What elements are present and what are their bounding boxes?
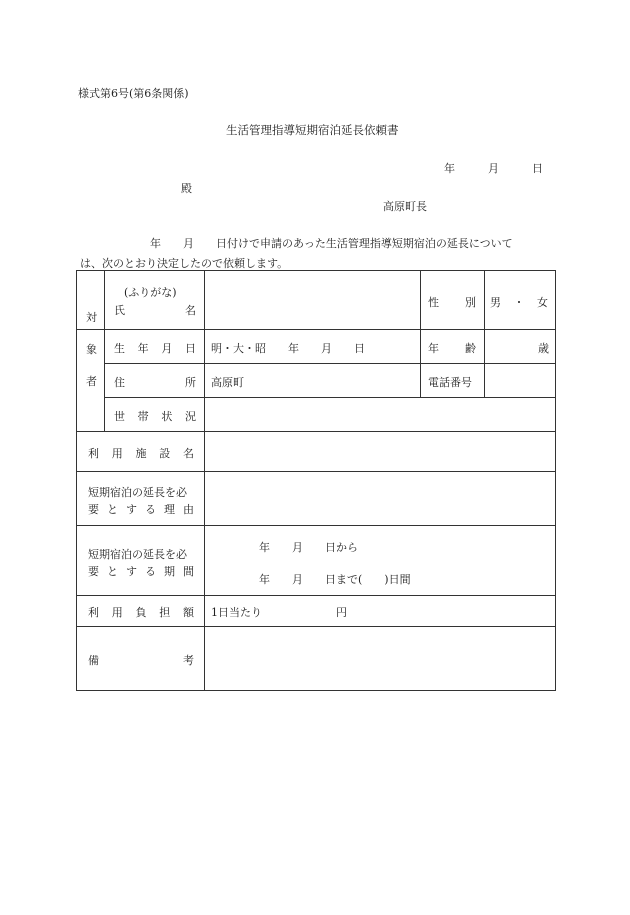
body-text-line-1: 年 月 日付けで申請のあった生活管理指導短期宿泊の延長について: [150, 237, 513, 250]
cost-prefix: 1日当たり: [211, 606, 262, 619]
remarks-field[interactable]: [205, 627, 555, 690]
period-from-field[interactable]: 年 月 日から: [259, 541, 358, 554]
subject-label: 対 象 者: [86, 311, 97, 388]
name-field[interactable]: [205, 271, 420, 329]
cost-field[interactable]: [272, 597, 332, 625]
period-to-field[interactable]: 年 月 日まで( )日間: [259, 573, 411, 586]
date-day: 日: [532, 162, 543, 175]
facility-label: 利 用 施 設 名: [88, 447, 194, 460]
request-form-table: [76, 270, 556, 691]
address-label: 住 所: [114, 376, 196, 389]
age-label: 年 齢: [428, 342, 476, 355]
birth-date-label: 生 年 月 日: [114, 342, 196, 355]
reason-field[interactable]: [205, 472, 555, 525]
household-label: 世 帯 状 況: [114, 410, 196, 423]
reason-label: 短期宿泊の延長を必 要 と す る 理 由: [88, 486, 194, 516]
sex-label: 性 別: [428, 296, 476, 309]
address-field[interactable]: 高原町: [211, 376, 244, 389]
date-month: 月: [488, 162, 499, 175]
household-field[interactable]: [205, 398, 555, 431]
form-number: 様式第6号(第6条関係): [78, 87, 189, 100]
body-text-line-2: は、次のとおり決定したので依頼します。: [80, 257, 289, 270]
document-title: 生活管理指導短期宿泊延長依頼書: [226, 123, 399, 137]
remarks-label: 備 考: [88, 654, 194, 667]
facility-field[interactable]: [205, 432, 555, 471]
addressee-suffix: 殿: [181, 182, 192, 195]
name-label: 氏 名: [114, 304, 196, 317]
birth-date-field[interactable]: 明・大・昭 年 月 日: [211, 342, 365, 355]
age-unit: 歳: [538, 342, 549, 355]
cost-unit: 円: [336, 606, 347, 619]
issue-date: [444, 160, 543, 176]
phone-field[interactable]: [485, 364, 555, 397]
date-year: 年: [444, 162, 455, 175]
phone-label: 電話番号: [428, 376, 472, 389]
issuer-name: 高原町長: [383, 200, 427, 213]
sex-options[interactable]: 男 ・ 女: [490, 296, 548, 309]
furigana-label: (ふりがな): [124, 286, 177, 299]
period-label: 短期宿泊の延長を必 要 と す る 期 間: [88, 548, 194, 578]
cost-label: 利 用 負 担 額: [88, 606, 194, 619]
